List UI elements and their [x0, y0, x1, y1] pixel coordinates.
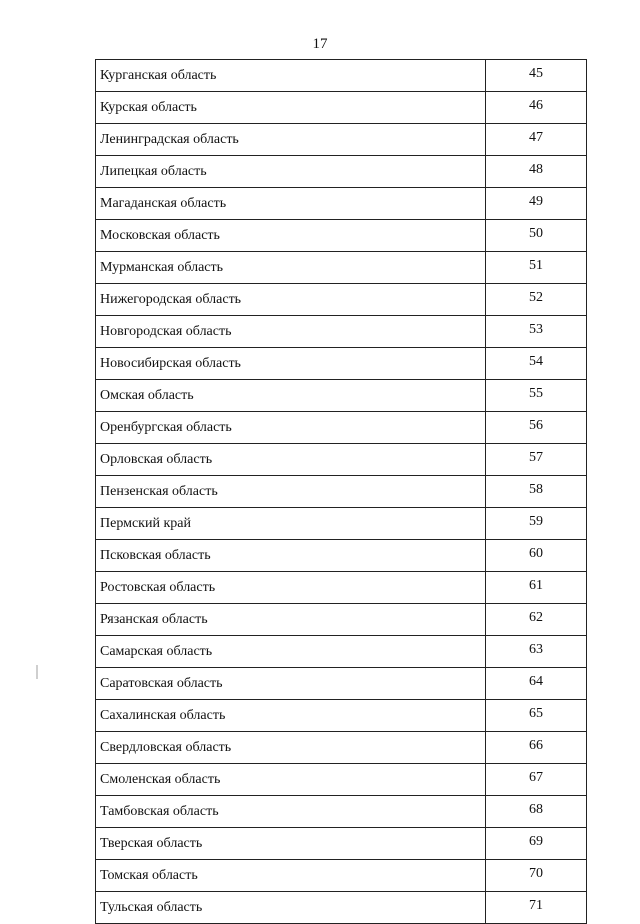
region-code-cell: 55: [486, 380, 587, 412]
region-name-cell: Магаданская область: [96, 188, 486, 220]
region-name-cell: Тульская область: [96, 892, 486, 924]
region-name-cell: Сахалинская область: [96, 700, 486, 732]
region-code-cell: 60: [486, 540, 587, 572]
region-code-cell: 47: [486, 124, 587, 156]
region-name-cell: Саратовская область: [96, 668, 486, 700]
table-row: [96, 764, 587, 796]
table-row: [96, 284, 587, 316]
table-row: [96, 572, 587, 604]
region-code-cell: 52: [486, 284, 587, 316]
region-name-cell: Тверская область: [96, 828, 486, 860]
region-code-cell: 49: [486, 188, 587, 220]
table-row: [96, 92, 587, 124]
region-code-cell: 66: [486, 732, 587, 764]
region-name-cell: Псковская область: [96, 540, 486, 572]
table-row: [96, 892, 587, 924]
region-name-cell: Курганская область: [96, 60, 486, 92]
region-name-cell: Оренбургская область: [96, 412, 486, 444]
region-name-cell: Пензенская область: [96, 476, 486, 508]
table-row: [96, 60, 587, 92]
region-code-cell: 57: [486, 444, 587, 476]
region-name-cell: Московская область: [96, 220, 486, 252]
region-name-cell: Смоленская область: [96, 764, 486, 796]
scan-speck: [36, 665, 38, 679]
region-code-cell: 71: [486, 892, 587, 924]
table-row: [96, 412, 587, 444]
table-row: [96, 860, 587, 892]
table-row: [96, 188, 587, 220]
region-code-cell: 54: [486, 348, 587, 380]
table-row: [96, 508, 587, 540]
table-row: [96, 220, 587, 252]
region-name-cell: Мурманская область: [96, 252, 486, 284]
region-code-cell: 45: [486, 60, 587, 92]
region-code-cell: 48: [486, 156, 587, 188]
region-name-cell: Свердловская область: [96, 732, 486, 764]
region-table: [95, 59, 587, 924]
region-name-cell: Нижегородская область: [96, 284, 486, 316]
region-name-cell: Липецкая область: [96, 156, 486, 188]
region-code-cell: 68: [486, 796, 587, 828]
region-name-cell: Самарская область: [96, 636, 486, 668]
region-name-cell: Пермский край: [96, 508, 486, 540]
region-name-cell: Орловская область: [96, 444, 486, 476]
region-code-cell: 67: [486, 764, 587, 796]
table-row: [96, 732, 587, 764]
region-name-cell: Ленинградская область: [96, 124, 486, 156]
table-row: [96, 476, 587, 508]
table-row: [96, 700, 587, 732]
region-code-cell: 59: [486, 508, 587, 540]
table-row: [96, 668, 587, 700]
region-name-cell: Новгородская область: [96, 316, 486, 348]
table-row: [96, 380, 587, 412]
region-code-cell: 56: [486, 412, 587, 444]
table-row: [96, 604, 587, 636]
region-code-cell: 50: [486, 220, 587, 252]
table-row: [96, 828, 587, 860]
region-code-cell: 53: [486, 316, 587, 348]
region-code-cell: 58: [486, 476, 587, 508]
region-code-cell: 63: [486, 636, 587, 668]
region-name-cell: Омская область: [96, 380, 486, 412]
region-name-cell: Новосибирская область: [96, 348, 486, 380]
table-row: [96, 540, 587, 572]
region-code-cell: 61: [486, 572, 587, 604]
table-row: [96, 156, 587, 188]
region-table-body: [96, 60, 587, 924]
table-row: [96, 444, 587, 476]
table-row: [96, 636, 587, 668]
region-name-cell: Рязанская область: [96, 604, 486, 636]
region-name-cell: Тамбовская область: [96, 796, 486, 828]
region-code-cell: 64: [486, 668, 587, 700]
region-name-cell: Курская область: [96, 92, 486, 124]
region-name-cell: Томская область: [96, 860, 486, 892]
table-row: [96, 796, 587, 828]
region-name-cell: Ростовская область: [96, 572, 486, 604]
table-row: [96, 348, 587, 380]
region-code-cell: 65: [486, 700, 587, 732]
region-code-cell: 62: [486, 604, 587, 636]
region-code-cell: 46: [486, 92, 587, 124]
region-code-cell: 70: [486, 860, 587, 892]
region-code-cell: 69: [486, 828, 587, 860]
page-number: 17: [312, 36, 328, 52]
table-row: [96, 252, 587, 284]
table-row: [96, 124, 587, 156]
region-code-cell: 51: [486, 252, 587, 284]
table-row: [96, 316, 587, 348]
